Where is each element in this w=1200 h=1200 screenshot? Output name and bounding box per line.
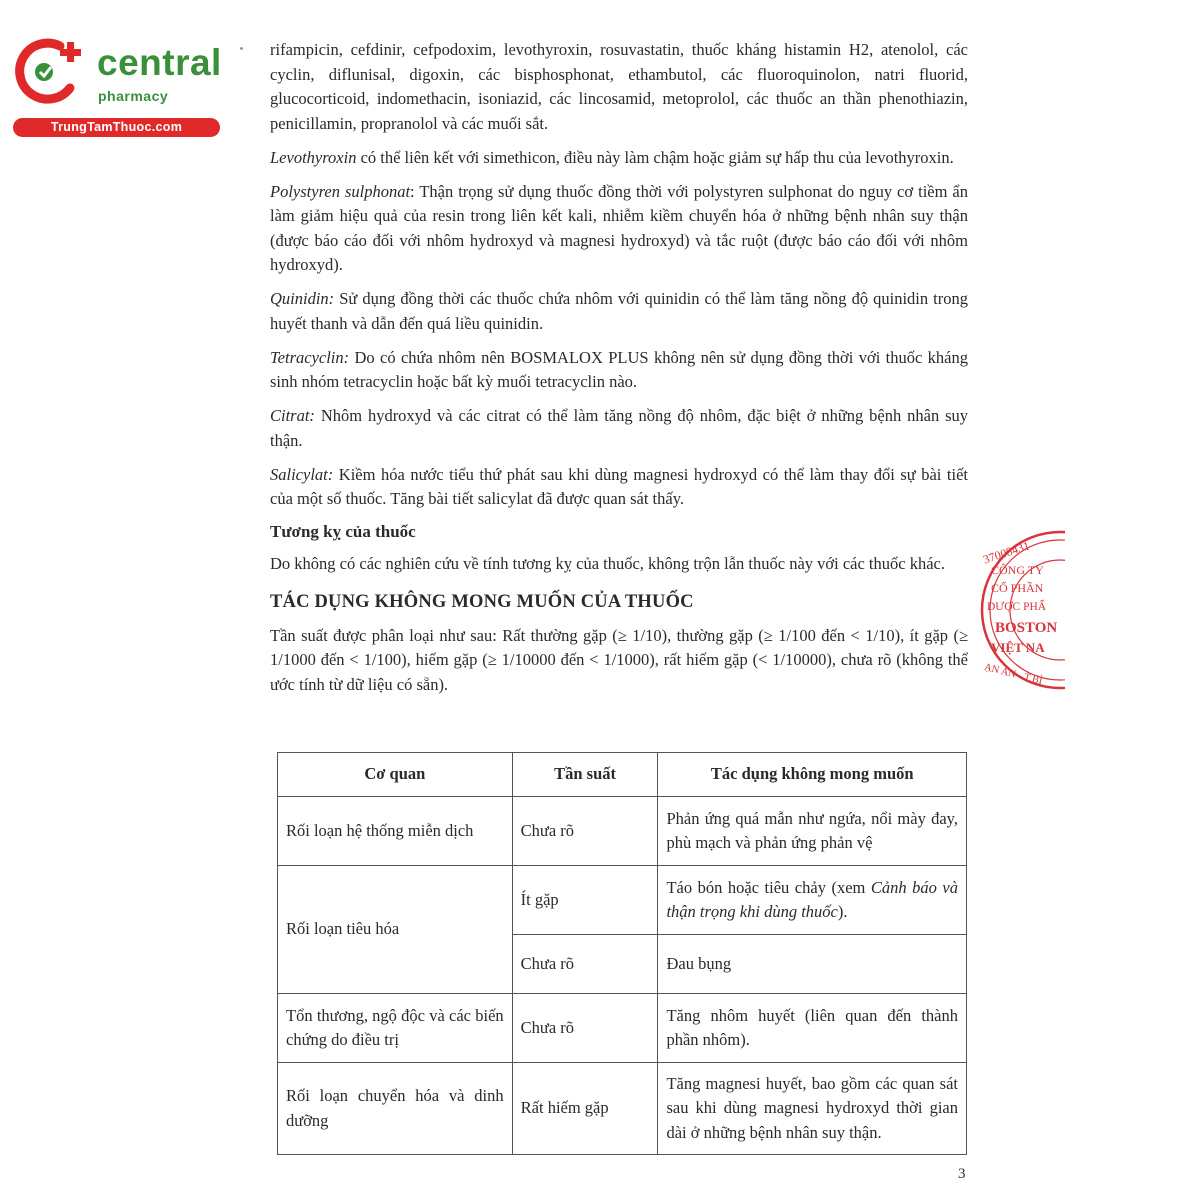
paragraph-text: Sử dụng đồng thời các thuốc chứa nhôm với quinidin có thể làm tăng nồng độ quinidin trong huyết thanh và dẫn đến quá liều quinidin. — [270, 289, 968, 333]
svg-text:BOSTON: BOSTON — [995, 620, 1058, 636]
svg-text:VIỆT NA: VIỆT NA — [991, 640, 1045, 655]
frequency-cell: Ít gặp — [512, 866, 658, 935]
paragraph-text: Do có chứa nhôm nên BOSMALOX PLUS không nên sử dụng đồng thời với thuốc kháng sinh nhóm tetracyclin hoặc bất kỳ muối tetracyclin nào. — [270, 347, 968, 391]
frequency-intro: Tần suất được phân loại như sau: Rất thường gặp (≥ 1/10), thường gặp (≥ 1/100 đến < 1/10), ít gặp (≥ 1/1000 đến < 1/100), hiếm gặp (≥ 1/10000 đến < 1/1000), rất hiếm gặp (< 1/10000), chưa rõ (không thể ước tính từ dữ liệu có sẵn). — [270, 625, 968, 694]
paragraph-tetracyclin — [270, 346, 968, 395]
svg-text:ẠN AN - T.BÌ: ẠN AN - T.BÌ — [982, 661, 1044, 688]
paragraph-text: Kiềm hóa nước tiểu thứ phát sau khi dùng magnesi hydroxyd có thể làm thay đổi sự bài tiết của một số thuốc. Tăng bài tiết salicylat đã được quan sát thấy. — [270, 464, 968, 508]
svg-text:DƯỢC PHẨ: DƯỢC PHẨ — [987, 601, 1047, 613]
compat-paragraph: Do không có các nghiên cứu về tính tương kỵ của thuốc, không trộn lẫn thuốc này với các thuốc khác. — [270, 554, 945, 573]
paragraph-lead: Tetracyclin: — [270, 347, 350, 367]
logo-subtitle: pharmacy — [98, 88, 169, 104]
paragraph-interactions-list — [270, 38, 968, 136]
effect-reference: Cảnh báo và thận trọng khi dùng thuốc — [666, 877, 958, 921]
table-header-row — [278, 753, 967, 797]
frequency-cell: Rất hiếm gặp — [512, 1063, 658, 1155]
paragraph-polystyren — [270, 180, 968, 278]
frequency-cell: Chưa rõ — [512, 994, 658, 1063]
paragraph-text: Nhôm hydroxyd và các citrat có thể làm tăng nồng độ nhôm, đặc biệt ở những bệnh nhân suy thận. — [270, 406, 968, 450]
effect-cell: Phản ứng quá mẫn như ngứa, nổi mày đay, phù mạch và phản ứng phản vệ — [658, 797, 967, 866]
effect-cell: Đau bụng — [658, 935, 967, 994]
svg-text:CỔ PHẦN: CỔ PHẦN — [991, 581, 1044, 595]
paragraph-text: : Thận trọng sử dụng thuốc đồng thời với polystyren sulphonat do nguy cơ tiềm ẩn làm giảm hiệu quả của resin trong liên kết kali, nhiễm kiềm chuyển hóa ở những bệnh nhân suy thận (được báo cáo đối với nhôm hydroxyd và magnesi hydroxyd) và tắc ruột (được báo cáo đối với nhôm hydroxyd). — [270, 181, 968, 274]
page-number: 3 — [958, 1166, 966, 1182]
pharmacy-logo — [10, 36, 222, 136]
document-body — [270, 38, 968, 707]
effect-cell: Tăng nhôm huyết (liên quan đến thành phần nhôm). — [658, 994, 967, 1063]
table-row — [278, 994, 967, 1063]
frequency-cell: Chưa rõ — [512, 797, 658, 866]
margin-dot — [240, 47, 243, 50]
paragraph-salicylat — [270, 463, 968, 512]
paragraph-lead: Citrat: — [270, 406, 315, 425]
column-header-effect: Tác dụng không mong muốn — [658, 753, 967, 797]
organ-cell: Rối loạn hệ thống miễn dịch — [278, 797, 513, 866]
svg-text:37008431: 37008431 — [981, 538, 1032, 567]
paragraph-citrat — [270, 404, 968, 453]
effect-cell: Tăng magnesi huyết, bao gồm các quan sát sau khi dùng magnesi hydroxyd thời gian dài ở những bệnh nhân suy thận. — [658, 1063, 967, 1155]
paragraph-quinidin — [270, 287, 968, 336]
effect-text: Táo bón hoặc tiêu chảy (xem — [666, 877, 871, 897]
logo-website: TrungTamThuoc.com — [13, 118, 220, 137]
frequency-cell: Chưa rõ — [512, 935, 658, 994]
paragraph-lead: Polystyren sulphonat — [270, 181, 411, 201]
logo-name: central — [97, 42, 222, 83]
adverse-effects-title: TÁC DỤNG KHÔNG MONG MUỐN CỦA THUỐC — [270, 591, 694, 612]
company-seal-stamp — [975, 525, 1065, 695]
svg-text:CÔNG TY: CÔNG TY — [991, 563, 1044, 577]
table-row — [278, 797, 967, 866]
table-row — [278, 866, 967, 935]
column-header-organ: Cơ quan — [278, 753, 513, 797]
adverse-effects-table — [277, 752, 967, 1155]
column-header-frequency: Tần suất — [512, 753, 658, 797]
paragraph-lead: Salicylat: — [270, 464, 334, 484]
table-row — [278, 1063, 967, 1155]
central-pharmacy-logo-icon — [10, 36, 92, 108]
paragraph-lead: Quinidin: — [270, 289, 335, 308]
paragraph-text: có thể liên kết với simethicon, điều này làm chậm hoặc giảm sự hấp thu của levothyroxin. — [356, 147, 954, 167]
paragraph-text: rifampicin, cefdinir, cefpodoxim, levothyroxin, rosuvastatin, thuốc kháng histamin H2, atenolol, các cyclin, diflunisal, digoxin, các bisphosphonat, ethambutol, các fluoroquinolon, natri fluorid, glucocorticoid, indomethacin, isoniazid, các lincosamid, metoprolol, các thuốc an thần phenothiazin, penicillamin, propranolol và các muối sắt. — [270, 40, 968, 133]
organ-cell: Tổn thương, ngộ độc và các biến chứng do điều trị — [278, 994, 513, 1063]
effect-cell — [658, 866, 967, 935]
organ-cell: Rối loạn tiêu hóa — [278, 866, 513, 994]
paragraph-levothyroxin — [270, 146, 968, 171]
compat-heading: Tương kỵ của thuốc — [270, 522, 416, 541]
organ-cell: Rối loạn chuyển hóa và dinh dưỡng — [278, 1063, 513, 1155]
paragraph-lead: Levothyroxin — [270, 147, 357, 167]
effect-text: ). — [837, 902, 848, 921]
